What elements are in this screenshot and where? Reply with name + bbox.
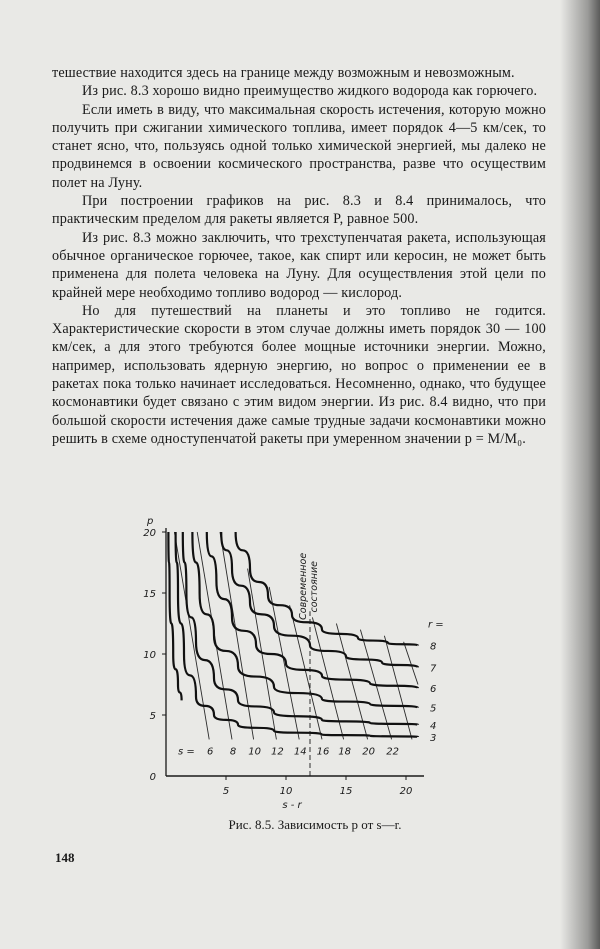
r-value-label: 7	[430, 663, 437, 675]
s-equals-label: s =	[178, 746, 195, 758]
r-curve	[236, 532, 418, 645]
paragraph: Если иметь в виду, что максимальная скорость истечения, которую можно получить при сжигании химического топлива, имеет порядок 4—5 км/сек, то станет ясно, что, пользуясь одной только химической энергией, мы далеко не продвинемся в освоении космического пространства, разве что осуществим полет на Луну.	[52, 101, 546, 191]
paragraph: При построении графиков на рис. 8.3 и 8.4 принималось, что практическим пределом для ракеты является P, равное 500.	[52, 193, 546, 228]
paragraph: Из рис. 8.3 хорошо видно преимущество жидкого водорода как горючего.	[82, 83, 538, 100]
chart	[130, 508, 460, 818]
s-value-label: 12	[271, 746, 284, 758]
y-tick-label: 20	[143, 528, 156, 539]
x-tick-label: 10	[279, 786, 293, 797]
y-tick-label: 5	[149, 711, 156, 722]
r-value-label: 6	[430, 684, 437, 696]
page-number: 148	[55, 850, 75, 865]
x-tick-label: 5	[222, 786, 230, 797]
r-value-label: 8	[430, 641, 437, 653]
s-value-label: 10	[248, 746, 261, 758]
figure-8-5	[130, 508, 460, 828]
iso-s-line	[404, 642, 418, 685]
annotation-text: Современное	[298, 552, 309, 620]
y-tick-label: 0	[149, 772, 156, 783]
annotation-text: состояние	[309, 560, 320, 613]
s-value-label: 18	[338, 746, 351, 758]
s-value-label: 16	[316, 746, 330, 758]
r-value-label: 5	[430, 703, 437, 715]
r-value-label: 3	[430, 732, 437, 744]
s-value-label: 6	[207, 746, 214, 758]
figure-caption: Рис. 8.5. Зависимость p от s—r.	[228, 817, 402, 832]
r-equals-label: r =	[428, 619, 444, 631]
body-text	[52, 64, 546, 448]
s-value-label: 14	[293, 746, 307, 758]
s-value-label: 20	[362, 746, 375, 758]
x-tick-label: 20	[399, 786, 413, 797]
page-edge-shadow	[560, 0, 600, 949]
x-axis-label: s - r	[282, 800, 302, 811]
x-tick-label: 15	[339, 786, 353, 797]
paragraph: Из рис. 8.3 можно заключить, что трехступенчатая ракета, использующая обычное органическое горючее, такое, как спирт или керосин, не может быть применена для полета человека на Луну. Для осуществления этой цели по крайней мере необходимо топливо водород — кислород.	[52, 229, 546, 301]
s-value-label: 22	[386, 746, 399, 758]
y-axis-label: p	[147, 516, 154, 527]
y-tick-label: 15	[143, 589, 156, 600]
s-value-label: 8	[229, 746, 237, 758]
y-tick-label: 10	[143, 650, 156, 661]
paragraph: тешествие находится здесь на границе между возможным и невозможным.	[52, 65, 515, 81]
paragraph: Но для путешествий на планеты и это топливо не годится. Характеристические скорости в этом случае должны иметь порядок 30 — 100 км/сек, а для этого требуются более мощные источники энергии. Можно, например, использовать ядерную энергию, но вопрос о применении ее в ракетах пока только начинает исследоваться. Несомненно, однако, что будущее космонавтики будет связано с этим видом энергии. Из рис. 8.4 видно, что при большой скорости истечения даже самые трудные задачи космонавтики можно решить в схеме одноступенчатой ракеты при умеренном значении p = M/M₀.	[52, 302, 546, 447]
iso-s-line	[174, 532, 209, 739]
r-value-label: 4	[430, 720, 437, 732]
iso-s-line	[220, 532, 254, 739]
